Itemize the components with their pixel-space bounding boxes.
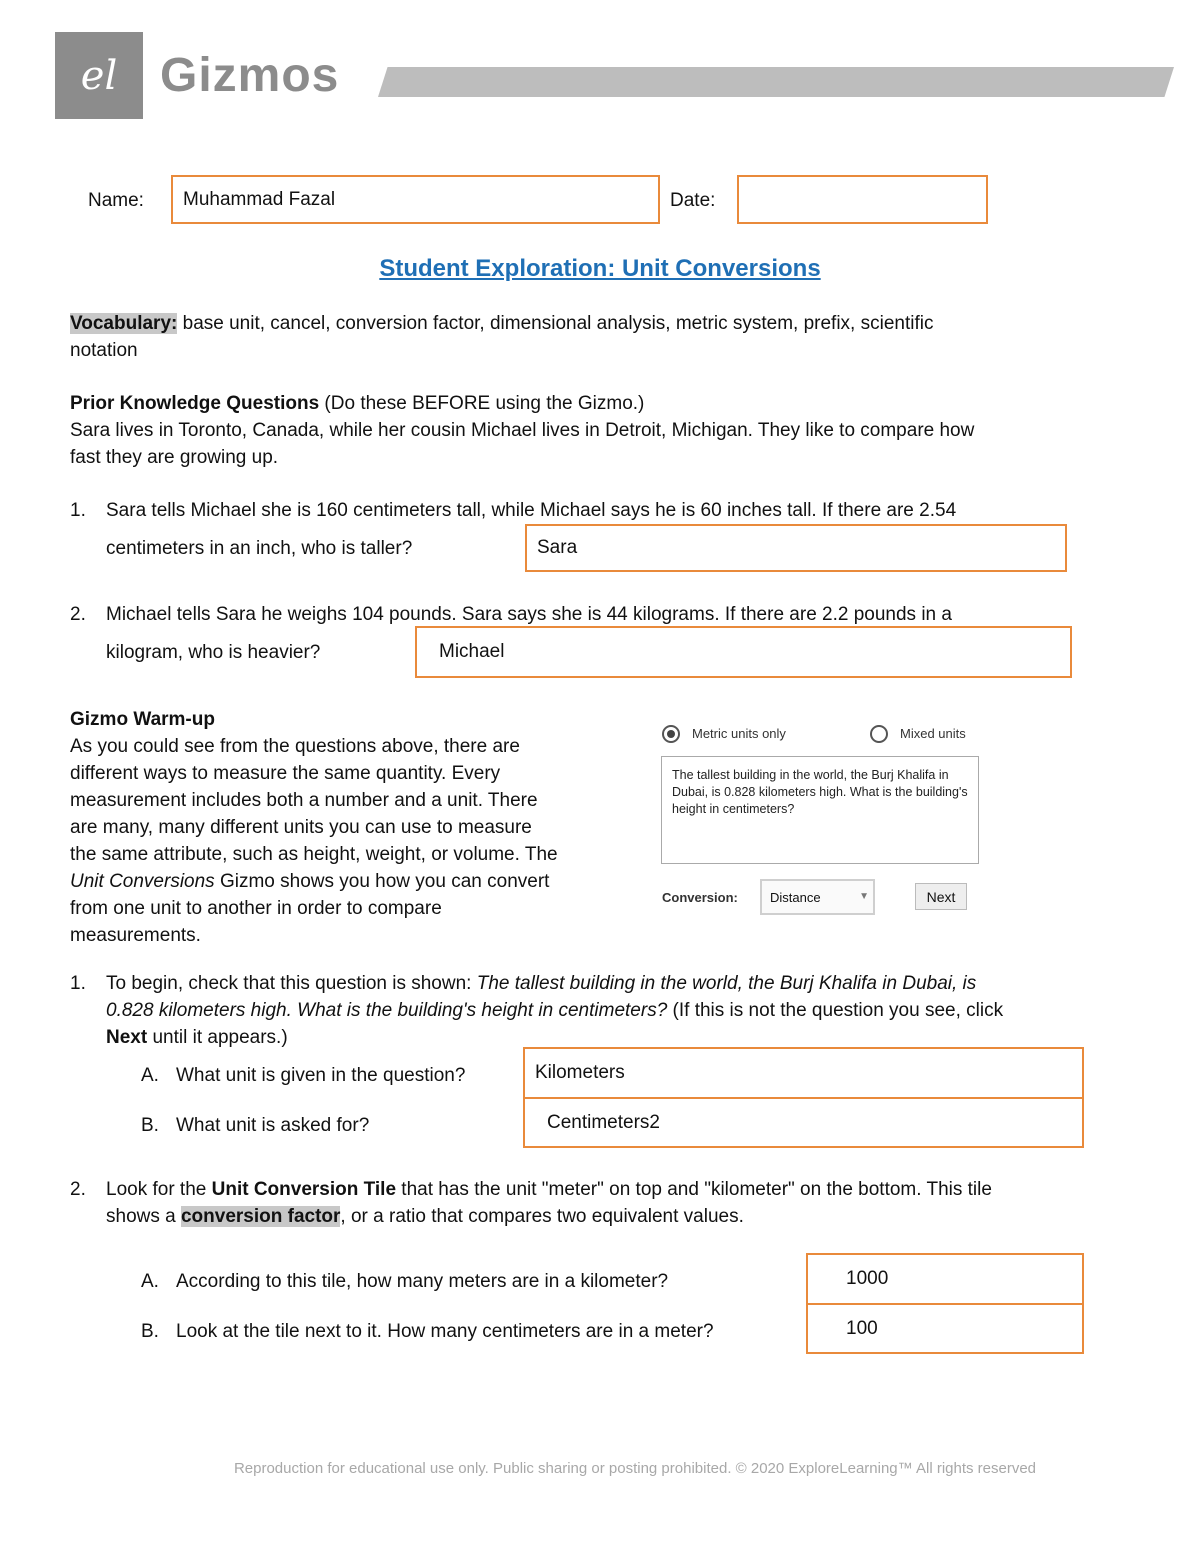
conversion-select[interactable] — [760, 879, 875, 915]
warmup-line: different ways to measure the same quantity. Every — [70, 763, 501, 784]
gizmo-question-box: The tallest building in the world, the Burj Khalifa in Dubai, is 0.828 kilometers high. What is the building's height in centimeters? — [661, 756, 979, 864]
activity-q1-question-cont: 0.828 kilometers high. What is the building's height in centimeters? — [106, 1000, 668, 1021]
activity-q1b-answer: Centimeters2 — [547, 1111, 660, 1133]
warmup-line: Gizmo shows you how you can convert — [214, 871, 550, 892]
activity-q2a-answer-field[interactable] — [806, 1253, 1084, 1305]
activity-q2a-label: A. — [141, 1271, 159, 1292]
prior-q2-text-cont: kilogram, who is heavier? — [106, 642, 321, 663]
prior-q1-number: 1. — [70, 500, 86, 521]
prior-q2-answer: Michael — [439, 641, 505, 662]
vocabulary-label: Vocabulary: — [70, 313, 178, 334]
activity-q1a-answer: Kilometers — [535, 1062, 625, 1083]
radio-selected-dot — [667, 730, 675, 738]
activity-q2-tile-name: Unit Conversion Tile — [211, 1179, 397, 1200]
gizmos-logo-icon — [55, 32, 143, 119]
chevron-down-icon: ▼ — [859, 891, 869, 902]
vocabulary-terms: base unit, cancel, conversion factor, dimensional analysis, metric system, prefix, scientific — [177, 313, 934, 334]
activity-q1a-label: A. — [141, 1065, 159, 1086]
logo-mark: el — [80, 52, 118, 99]
prior-q1-answer: Sara — [537, 537, 578, 558]
name-label: Name: — [88, 190, 144, 211]
activity-q2b-label: B. — [141, 1321, 159, 1342]
activity-q1a-answer-field[interactable] — [523, 1047, 1084, 1099]
prior-q1-answer-field[interactable] — [525, 524, 1067, 572]
prior-q2-number: 2. — [70, 604, 86, 625]
activity-q1-intro: To begin, check that this question is shown: — [106, 973, 477, 994]
prior-heading-note: (Do these BEFORE using the Gizmo.) — [319, 393, 645, 414]
prior-intro: Sara lives in Toronto, Canada, while her cousin Michael lives in Detroit, Michigan. They like to compare how — [70, 420, 975, 441]
conversion-label: Conversion: — [662, 890, 738, 905]
date-field[interactable] — [737, 175, 988, 224]
radio-mixed-label: Mixed units — [900, 726, 966, 741]
warmup-gizmo-name: Unit Conversions — [70, 871, 215, 892]
conversion-value: Distance — [770, 889, 821, 905]
radio-mixed-units[interactable] — [870, 725, 888, 743]
prior-q1-text: Sara tells Michael she is 160 centimeters tall, while Michael says he is 60 inches tall. If there are 2.54 — [106, 500, 957, 521]
activity-q2-desc: that has the unit "meter" on top and "kilometer" on the bottom. This tile — [396, 1179, 992, 1200]
warmup-section — [70, 706, 640, 949]
prior-q1-text-cont: centimeters in an inch, who is taller? — [106, 538, 413, 559]
activity-q1b-label: B. — [141, 1115, 159, 1136]
prior-heading: Prior Knowledge Questions — [70, 393, 320, 414]
activity-q2-number: 2. — [70, 1179, 86, 1200]
activity-q2-term: conversion factor — [180, 1206, 341, 1227]
prior-q2-answer-field[interactable] — [415, 626, 1072, 678]
prior-knowledge — [70, 390, 1160, 471]
name-field[interactable] — [171, 175, 660, 224]
activity-q2-intro: Look for the — [106, 1179, 212, 1200]
warmup-line: the same attribute, such as height, weight, or volume. The — [70, 844, 558, 865]
warmup-heading: Gizmo Warm-up — [70, 709, 215, 730]
activity-q1-next: Next — [106, 1027, 148, 1048]
activity-q2-desc-end: , or a ratio that compares two equivalent values. — [340, 1206, 744, 1227]
warmup-line: measurement includes both a number and a unit. There — [70, 790, 538, 811]
activity-q1a-text: What unit is given in the question? — [176, 1065, 466, 1086]
warmup-line: are many, many different units you can use to measure — [70, 817, 532, 838]
activity-q1-number: 1. — [70, 973, 86, 994]
activity-q2-text — [106, 1176, 1166, 1230]
activity-q1-note-end: until it appears.) — [147, 1027, 288, 1048]
page-title: Student Exploration: Unit Conversions — [379, 255, 821, 282]
activity-q1b-text: What unit is asked for? — [176, 1115, 370, 1136]
warmup-line: measurements. — [70, 925, 201, 946]
activity-q2a-answer: 1000 — [846, 1268, 889, 1289]
radio-metric-units[interactable] — [662, 725, 680, 743]
activity-q2b-answer-field[interactable] — [806, 1303, 1084, 1354]
radio-metric-label: Metric units only — [692, 726, 786, 741]
activity-q2b-answer: 100 — [846, 1317, 878, 1339]
activity-q1b-answer-field[interactable] — [523, 1097, 1084, 1148]
vocabulary-terms-cont: notation — [70, 340, 138, 361]
activity-q2a-text: According to this tile, how many meters are in a kilometer? — [176, 1271, 669, 1292]
prior-intro-cont: fast they are growing up. — [70, 447, 279, 468]
date-label: Date: — [670, 190, 716, 211]
vocabulary — [70, 310, 1130, 364]
header-bar — [378, 67, 1174, 97]
activity-q1-question: The tallest building in the world, the Burj Khalifa in Dubai, is — [476, 973, 977, 994]
warmup-line: from one unit to another in order to compare — [70, 898, 442, 919]
activity-q2-desc-cont: shows a — [106, 1206, 181, 1227]
brand-name: Gizmos — [160, 49, 340, 102]
prior-q2-text: Michael tells Sara he weighs 104 pounds. Sara says she is 44 kilograms. If there are 2.2 pounds in a — [106, 604, 952, 625]
next-button[interactable]: Next — [915, 883, 967, 910]
footer-copyright: Reproduction for educational use only. Public sharing or posting prohibited. © 2020 ExploreLearning™ All rights reserved — [233, 1460, 1037, 1477]
activity-q1-text — [106, 970, 1166, 1051]
activity-q1-note: (If this is not the question you see, click — [667, 1000, 1004, 1021]
warmup-line: As you could see from the questions above, there are — [70, 736, 520, 757]
name-value: Muhammad Fazal — [183, 188, 336, 210]
activity-q2b-text: Look at the tile next to it. How many centimeters are in a meter? — [176, 1321, 714, 1342]
